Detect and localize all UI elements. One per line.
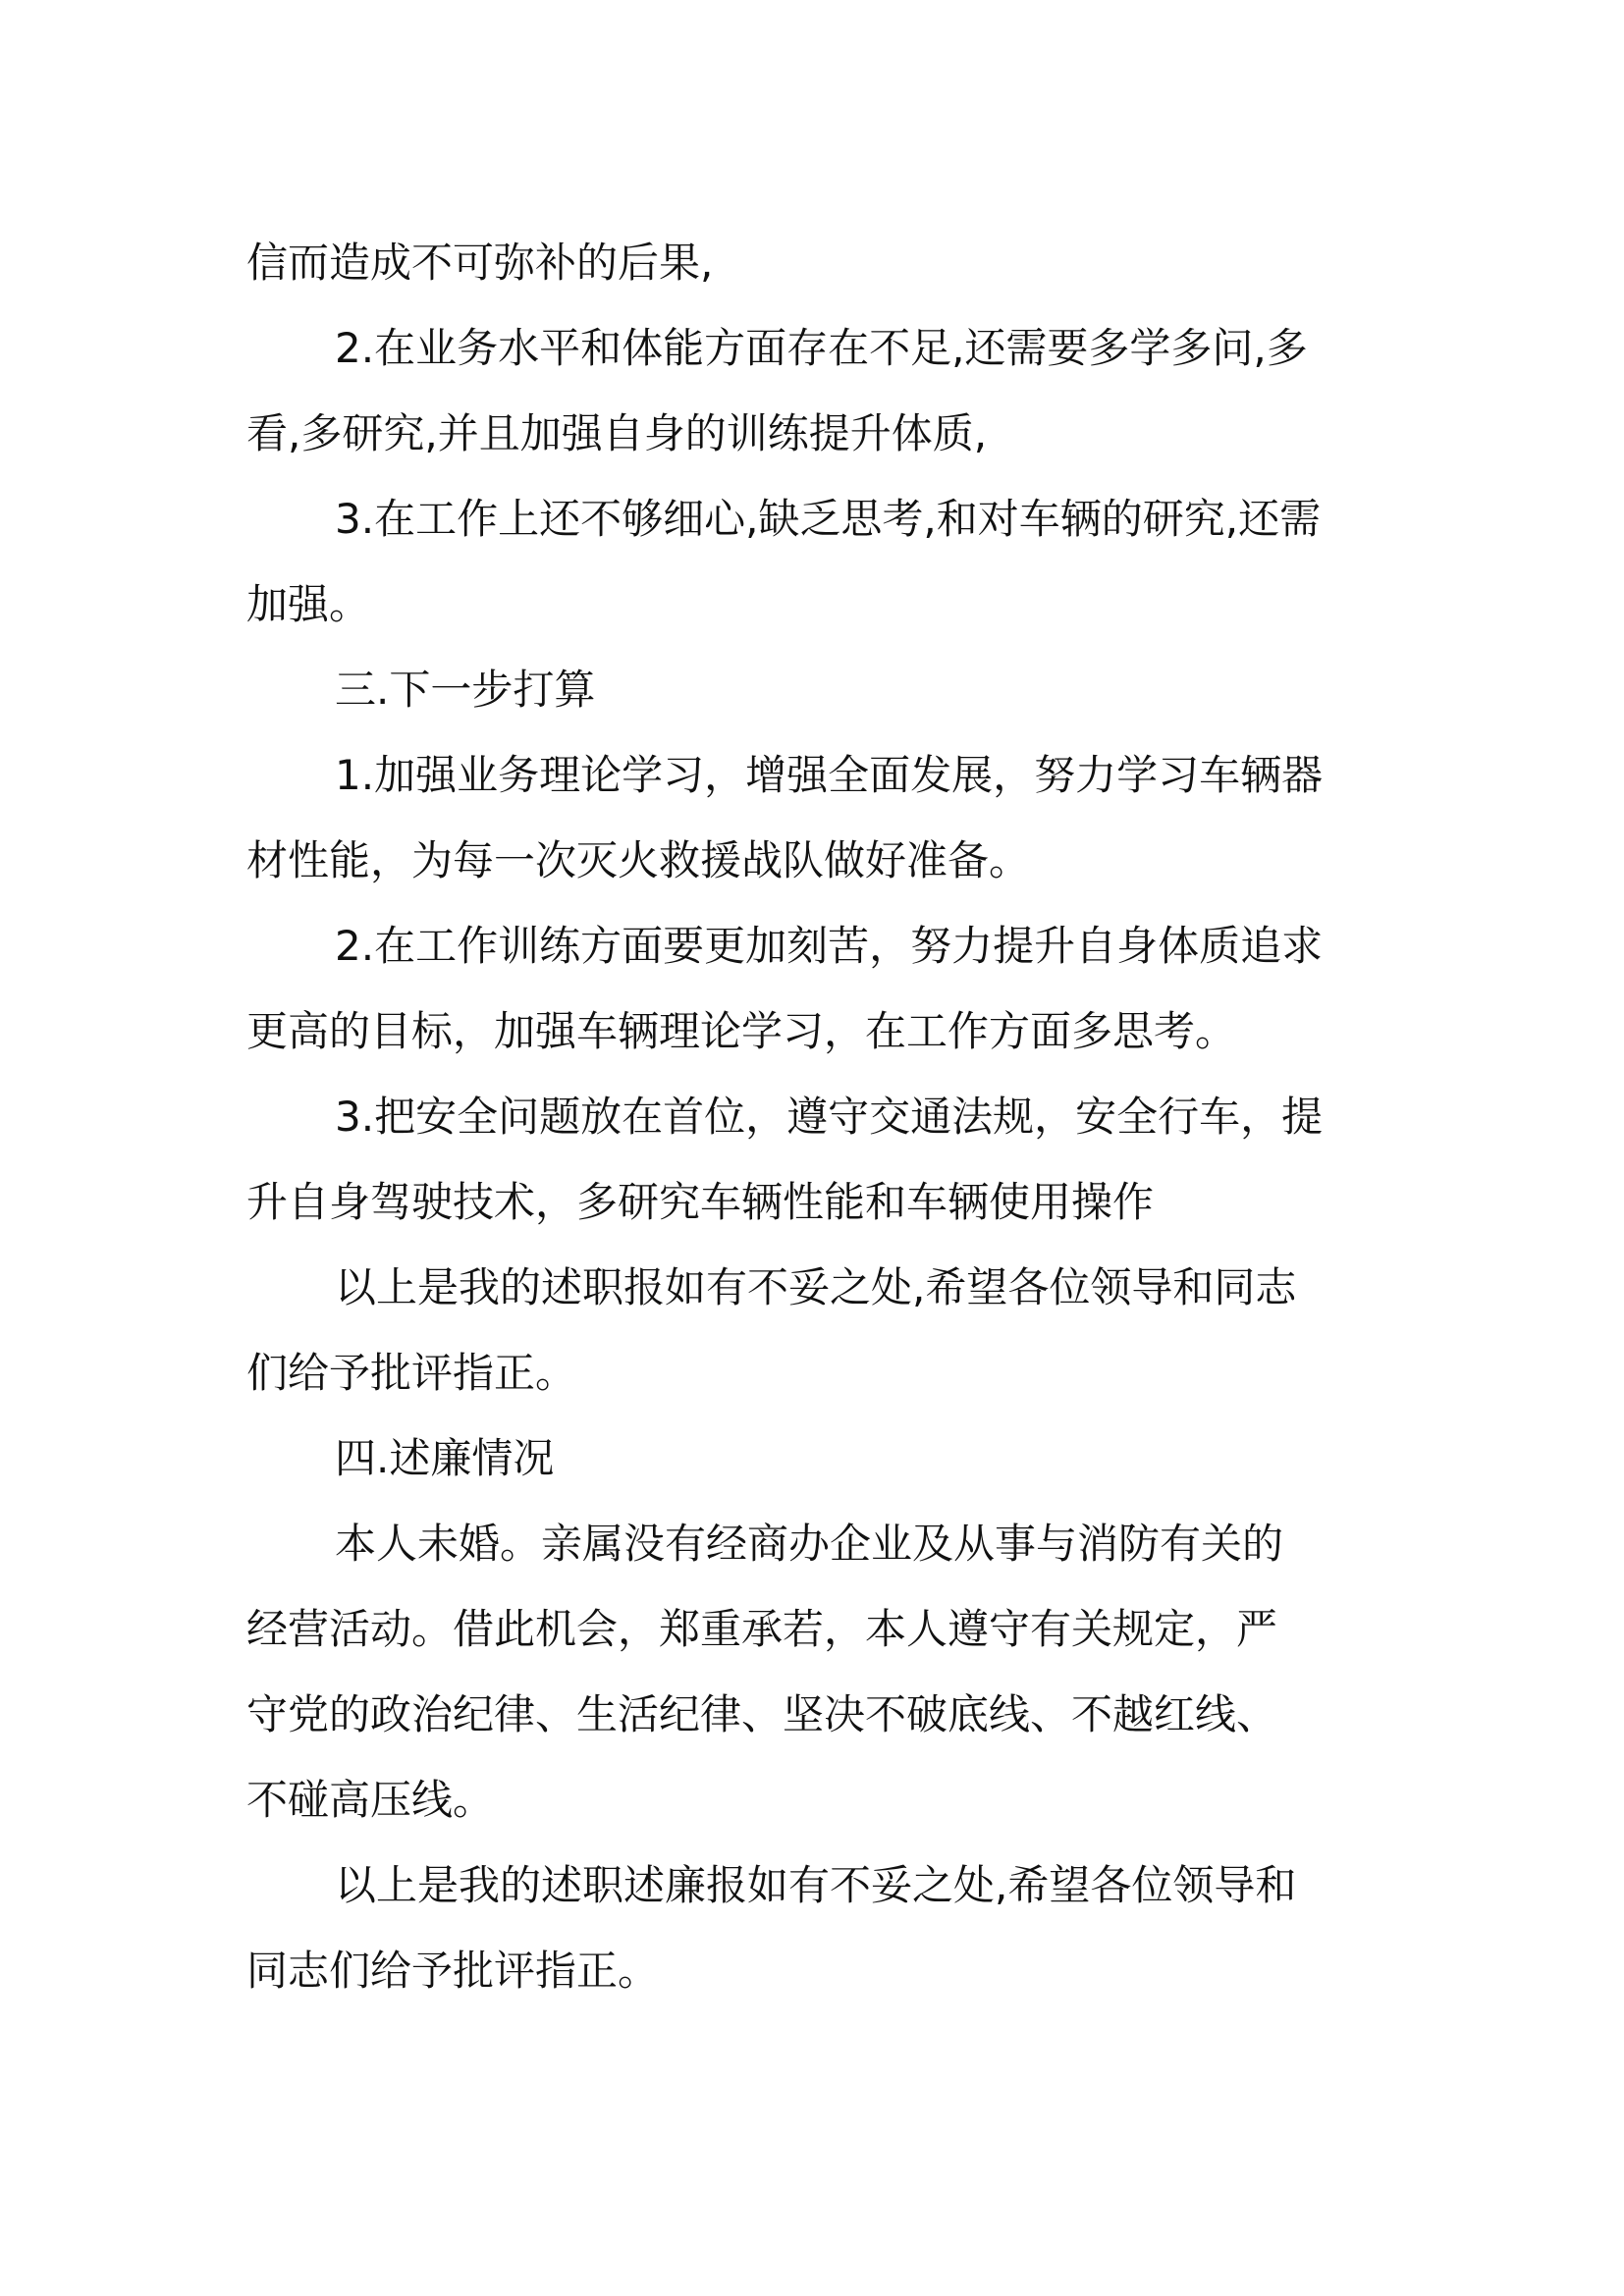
text-line: 本人未婚。亲属没有经商办企业及从事与消防有关的: [335, 1520, 1284, 1568]
section-heading: 四.述廉情况: [335, 1434, 555, 1482]
text-line: 加强。: [246, 580, 371, 628]
text-line: 不碰高压线。: [246, 1776, 495, 1824]
text-line: 同志们给予批评指正。: [246, 1947, 660, 1995]
text-line: 以上是我的述职述廉报如有不妥之处,希望各位领导和: [335, 1861, 1297, 1909]
document-body: [246, 220, 1400, 2013]
text-line: 信而造成不可弥补的后果,: [246, 239, 714, 287]
section-heading: 三.下一步打算: [335, 666, 596, 714]
text-line: 们给予批评指正。: [246, 1349, 577, 1397]
text-line: 2.在工作训练方面要更加刻苦，努力提升自身体质追求: [335, 922, 1324, 970]
text-line: 3.把安全问题放在首位，遵守交通法规，安全行车，提: [335, 1093, 1324, 1141]
text-line: 2.在业务水平和体能方面存在不足,还需要多学多问,多: [335, 324, 1308, 372]
text-line: 1.加强业务理论学习，增强全面发展，努力学习车辆器: [335, 751, 1324, 799]
text-line: 以上是我的述职报如有不妥之处,希望各位领导和同志: [335, 1263, 1297, 1311]
text-line: 看,多研究,并且加强自身的训练提升体质,: [246, 409, 988, 457]
text-line: 守党的政治纪律、生活纪律、坚决不破底线、不越红线、: [246, 1690, 1278, 1738]
text-line: 材性能，为每一次灭火救援战队做好准备。: [246, 836, 1031, 884]
text-line: 3.在工作上还不够细心,缺乏思考,和对车辆的研究,还需: [335, 495, 1322, 543]
text-line: 经营活动。借此机会，郑重承若，本人遵守有关规定，严: [246, 1605, 1278, 1653]
text-line: 升自身驾驶技术，多研究车辆性能和车辆使用操作: [246, 1178, 1155, 1226]
text-line: 更高的目标，加强车辆理论学习，在工作方面多思考。: [246, 1007, 1237, 1055]
